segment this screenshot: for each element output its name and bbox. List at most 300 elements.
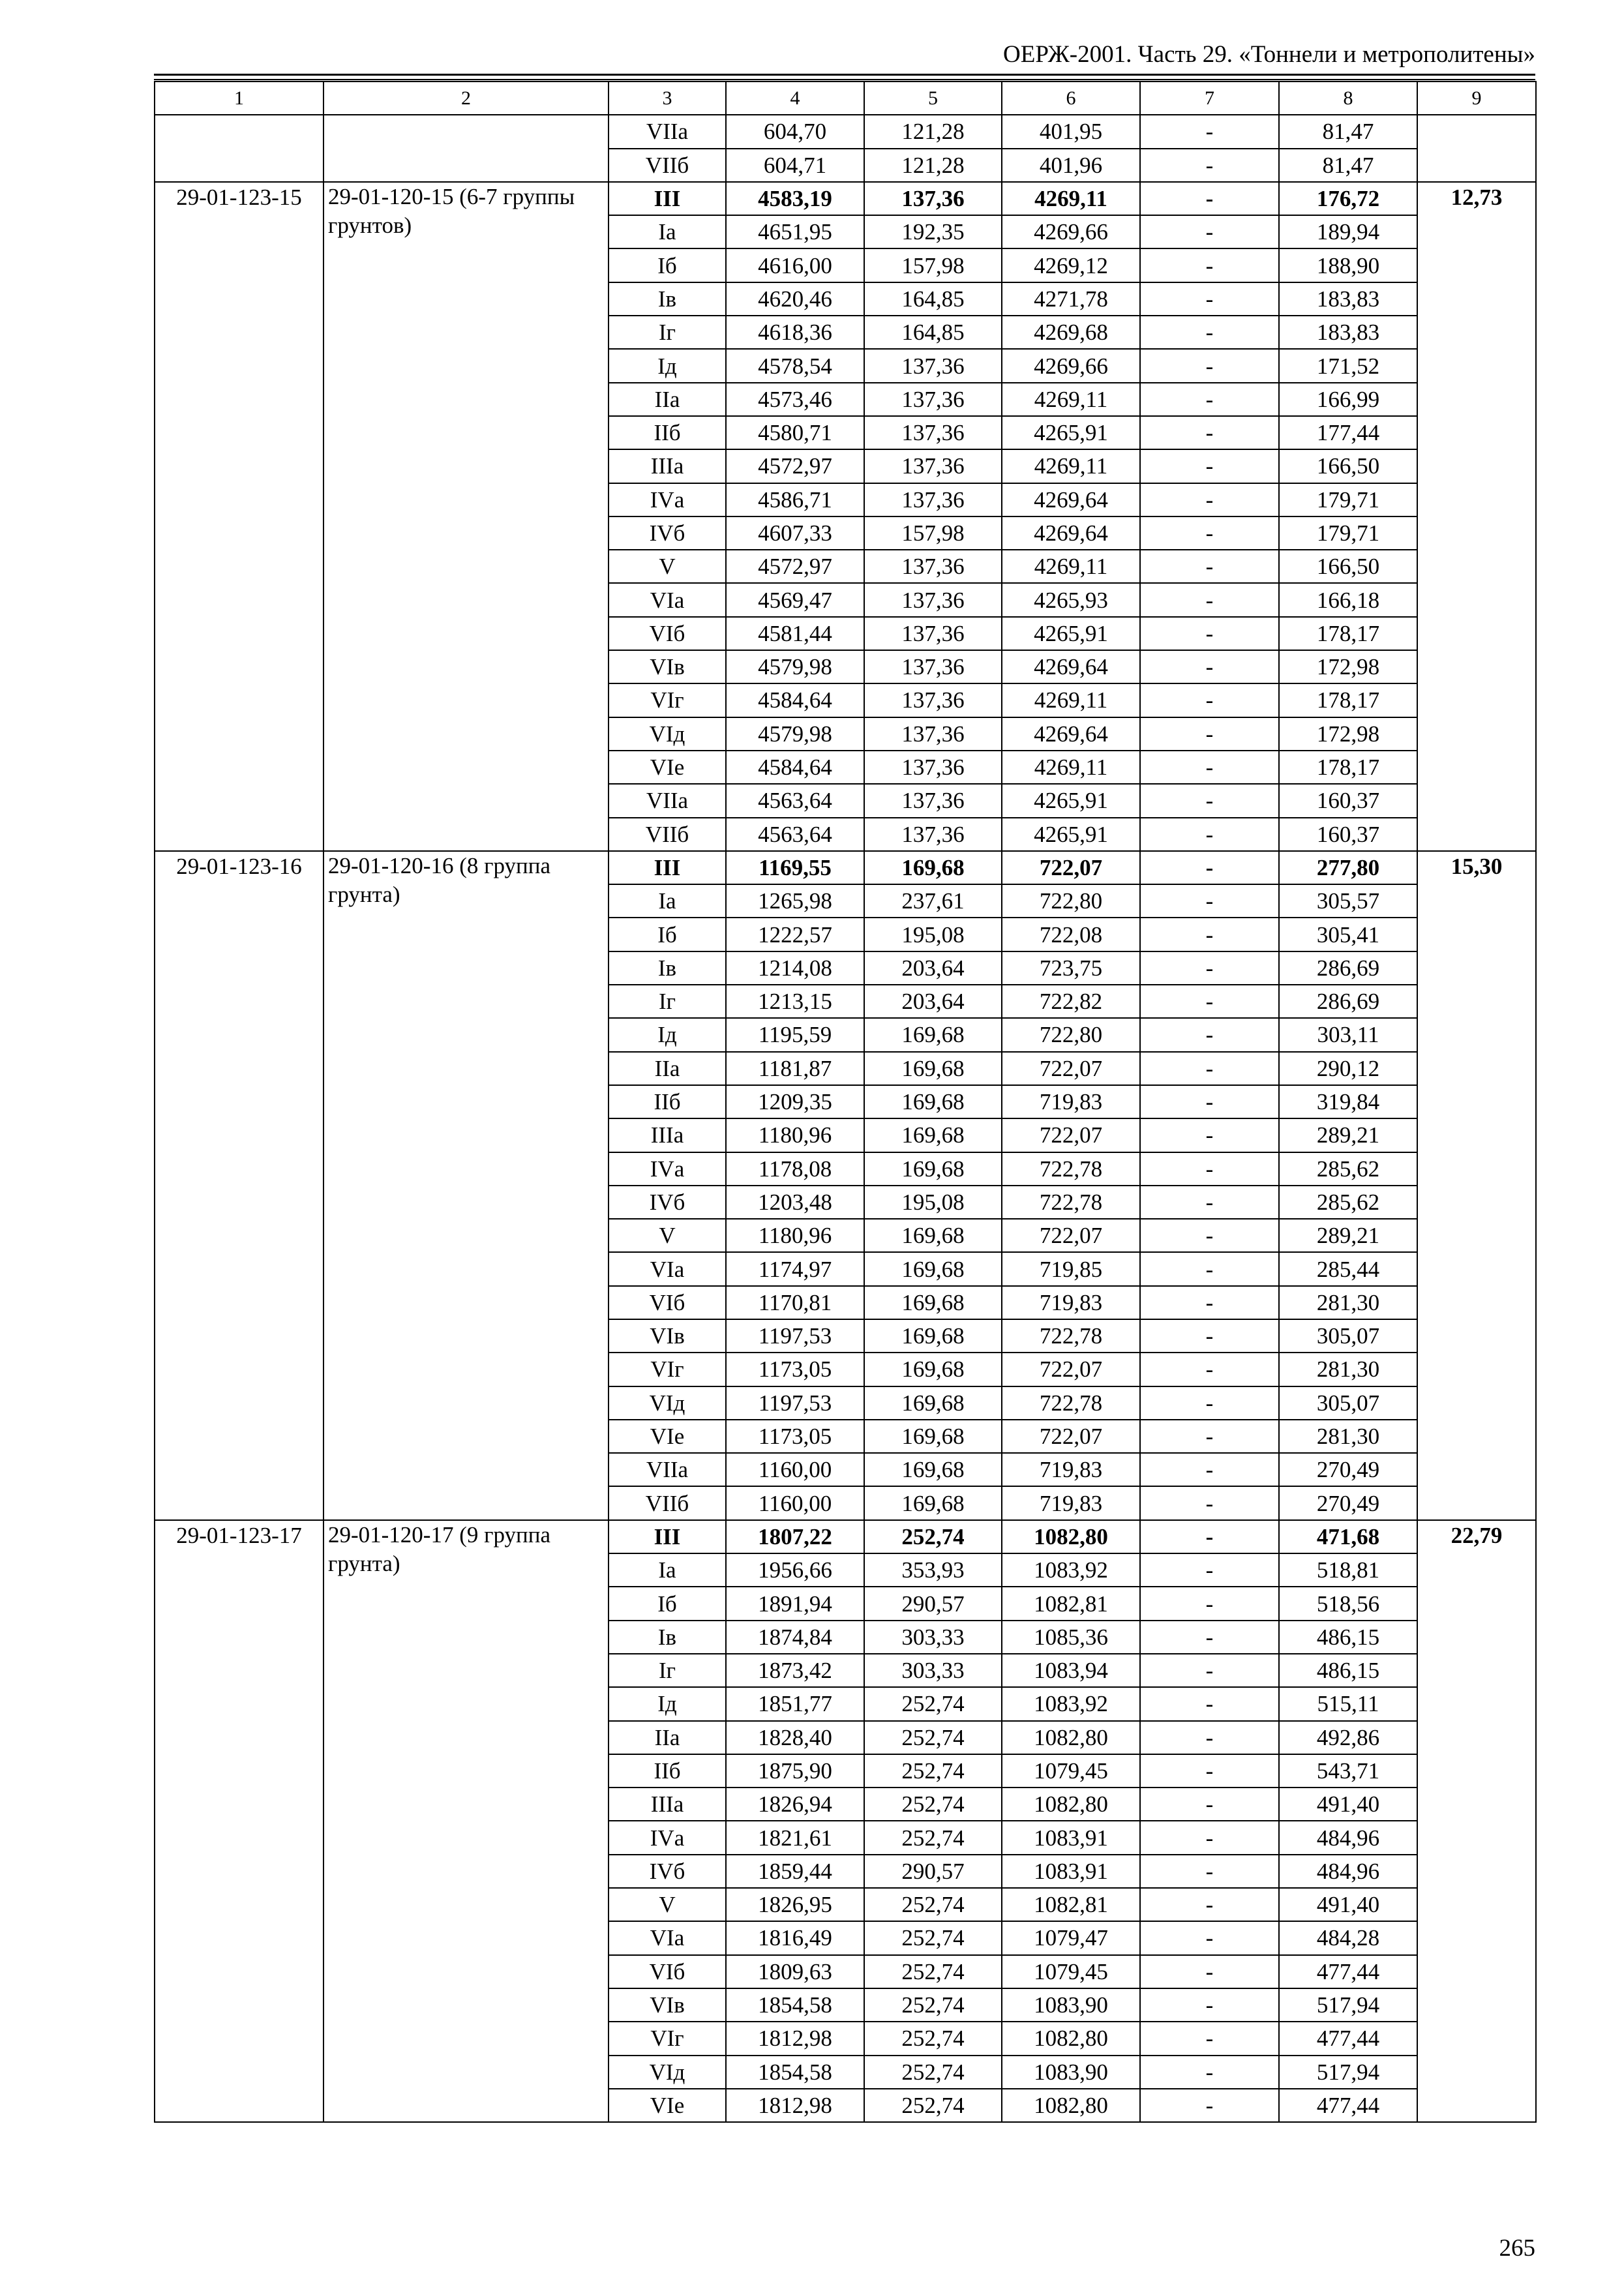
driver-wages-cell: -: [1140, 449, 1279, 483]
total-cost-cell: 1812,98: [726, 2089, 864, 2122]
driver-wages-cell: -: [1140, 1386, 1279, 1420]
machines-cell: 719,83: [1002, 1486, 1140, 1519]
total-cost-cell: 1854,58: [726, 2056, 864, 2089]
zone-cell: Iд: [609, 1018, 726, 1051]
zone-cell: VIб: [609, 1286, 726, 1319]
total-cost-cell: 1873,42: [726, 1654, 864, 1687]
driver-wages-cell: -: [1140, 1754, 1279, 1788]
total-cost-cell: 1816,49: [726, 1921, 864, 1954]
rate-name-cell: 29-01-120-16 (8 группа грунта): [323, 851, 609, 1520]
wages-cell: 137,36: [864, 617, 1002, 650]
driver-wages-cell: -: [1140, 717, 1279, 751]
total-cost-cell: 1828,40: [726, 1721, 864, 1754]
wages-cell: 252,74: [864, 2022, 1002, 2055]
wages-cell: 137,36: [864, 550, 1002, 583]
column-number-9: 9: [1417, 82, 1536, 115]
zone-cell: IIа: [609, 1721, 726, 1754]
machines-cell: 4269,11: [1002, 182, 1140, 215]
column-number-5: 5: [864, 82, 1002, 115]
wages-cell: 137,36: [864, 349, 1002, 382]
materials-cell: 285,44: [1279, 1252, 1417, 1285]
table-row: [155, 115, 1536, 148]
total-cost-cell: 4569,47: [726, 583, 864, 616]
driver-wages-cell: -: [1140, 1152, 1279, 1186]
total-cost-cell: 1859,44: [726, 1855, 864, 1888]
machines-cell: 1083,92: [1002, 1553, 1140, 1587]
materials-cell: 188,90: [1279, 248, 1417, 282]
driver-wages-cell: -: [1140, 583, 1279, 616]
total-cost-cell: 1160,00: [726, 1453, 864, 1486]
machines-cell: 722,07: [1002, 851, 1140, 884]
wages-cell: 121,28: [864, 115, 1002, 148]
machines-cell: 1083,91: [1002, 1855, 1140, 1888]
driver-wages-cell: -: [1140, 1788, 1279, 1821]
materials-cell: 305,57: [1279, 884, 1417, 918]
driver-wages-cell: -: [1140, 1721, 1279, 1754]
zone-cell: V: [609, 1888, 726, 1921]
driver-wages-cell: -: [1140, 1520, 1279, 1553]
machines-cell: 4269,11: [1002, 383, 1140, 416]
driver-wages-cell: -: [1140, 2089, 1279, 2122]
zone-cell: Iд: [609, 349, 726, 382]
total-cost-cell: 4620,46: [726, 282, 864, 316]
wages-cell: 157,98: [864, 248, 1002, 282]
driver-wages-cell: -: [1140, 316, 1279, 349]
wages-cell: 169,68: [864, 1118, 1002, 1152]
materials-cell: 305,07: [1279, 1319, 1417, 1353]
driver-wages-cell: -: [1140, 1286, 1279, 1319]
machines-cell: 4271,78: [1002, 282, 1140, 316]
wages-cell: 252,74: [864, 1821, 1002, 1854]
materials-cell: 179,71: [1279, 516, 1417, 550]
total-cost-cell: 4584,64: [726, 751, 864, 784]
machines-cell: 4269,66: [1002, 215, 1140, 248]
machines-cell: 4269,64: [1002, 516, 1140, 550]
wages-cell: 290,57: [864, 1587, 1002, 1620]
wages-cell: 169,68: [864, 1085, 1002, 1118]
wages-cell: 137,36: [864, 449, 1002, 483]
zone-cell: VIг: [609, 1353, 726, 1386]
total-cost-cell: 4586,71: [726, 483, 864, 516]
materials-cell: 484,96: [1279, 1855, 1417, 1888]
machines-cell: 1082,81: [1002, 1587, 1140, 1620]
total-cost-cell: 1265,98: [726, 884, 864, 918]
machines-cell: 722,78: [1002, 1386, 1140, 1420]
materials-cell: 285,62: [1279, 1186, 1417, 1219]
materials-cell: 518,81: [1279, 1553, 1417, 1587]
machines-cell: 4269,11: [1002, 683, 1140, 717]
machines-cell: 722,07: [1002, 1420, 1140, 1453]
total-cost-cell: 1160,00: [726, 1486, 864, 1519]
column-number-4: 4: [726, 82, 864, 115]
materials-cell: 183,83: [1279, 316, 1417, 349]
zone-cell: Iа: [609, 1553, 726, 1587]
machines-cell: 4269,64: [1002, 650, 1140, 683]
total-cost-cell: 1851,77: [726, 1687, 864, 1720]
driver-wages-cell: -: [1140, 215, 1279, 248]
wages-cell: 252,74: [864, 1520, 1002, 1553]
machines-cell: 1083,94: [1002, 1654, 1140, 1687]
wages-cell: 195,08: [864, 1186, 1002, 1219]
zone-cell: VIб: [609, 1955, 726, 1988]
driver-wages-cell: -: [1140, 751, 1279, 784]
rate-code-cell: 29-01-123-17: [155, 1520, 323, 2122]
driver-wages-cell: -: [1140, 1486, 1279, 1519]
zone-cell: IVа: [609, 1821, 726, 1854]
machines-cell: 722,07: [1002, 1118, 1140, 1152]
wages-cell: 252,74: [864, 1888, 1002, 1921]
wages-cell: 137,36: [864, 416, 1002, 449]
zone-cell: VIа: [609, 1921, 726, 1954]
materials-cell: 166,50: [1279, 449, 1417, 483]
driver-wages-cell: -: [1140, 1353, 1279, 1386]
materials-cell: 477,44: [1279, 1955, 1417, 1988]
total-cost-cell: 4581,44: [726, 617, 864, 650]
total-cost-cell: 4578,54: [726, 349, 864, 382]
column-number-2: 2: [323, 82, 609, 115]
materials-cell: 81,47: [1279, 115, 1417, 148]
table-row: [155, 1520, 1536, 1553]
driver-wages-cell: -: [1140, 1988, 1279, 2022]
zone-cell: Iв: [609, 951, 726, 985]
wages-cell: 252,74: [864, 1687, 1002, 1720]
machines-cell: 722,08: [1002, 918, 1140, 951]
wages-cell: 290,57: [864, 1855, 1002, 1888]
zone-cell: Iг: [609, 316, 726, 349]
total-cost-cell: 1197,53: [726, 1319, 864, 1353]
total-cost-cell: 1826,95: [726, 1888, 864, 1921]
wages-cell: 303,33: [864, 1654, 1002, 1687]
zone-cell: Iг: [609, 1654, 726, 1687]
materials-cell: 492,86: [1279, 1721, 1417, 1754]
materials-cell: 484,96: [1279, 1821, 1417, 1854]
driver-wages-cell: -: [1140, 1621, 1279, 1654]
materials-cell: 183,83: [1279, 282, 1417, 316]
total-cost-cell: 1222,57: [726, 918, 864, 951]
wages-cell: 169,68: [864, 1420, 1002, 1453]
machines-cell: 719,83: [1002, 1085, 1140, 1118]
zone-cell: IIб: [609, 416, 726, 449]
total-cost-cell: 4607,33: [726, 516, 864, 550]
total-cost-cell: 4616,00: [726, 248, 864, 282]
materials-cell: 176,72: [1279, 182, 1417, 215]
column-number-row: [155, 82, 1536, 115]
total-cost-cell: 1174,97: [726, 1252, 864, 1285]
wages-cell: 164,85: [864, 282, 1002, 316]
total-cost-cell: 1178,08: [726, 1152, 864, 1186]
driver-wages-cell: -: [1140, 1252, 1279, 1285]
driver-wages-cell: -: [1140, 416, 1279, 449]
zone-cell: Iг: [609, 985, 726, 1018]
materials-cell: 177,44: [1279, 416, 1417, 449]
materials-cell: 166,99: [1279, 383, 1417, 416]
total-cost-cell: 1170,81: [726, 1286, 864, 1319]
labor-cost-cell: 12,73: [1417, 182, 1536, 851]
materials-cell: 285,62: [1279, 1152, 1417, 1186]
table-body: [155, 82, 1536, 2122]
driver-wages-cell: -: [1140, 1687, 1279, 1720]
materials-cell: 543,71: [1279, 1754, 1417, 1788]
materials-cell: 281,30: [1279, 1420, 1417, 1453]
machines-cell: 722,78: [1002, 1152, 1140, 1186]
zone-cell: VIд: [609, 717, 726, 751]
wages-cell: 169,68: [864, 1319, 1002, 1353]
materials-cell: 160,37: [1279, 784, 1417, 817]
driver-wages-cell: -: [1140, 1118, 1279, 1152]
total-cost-cell: 4584,64: [726, 683, 864, 717]
total-cost-cell: 1180,96: [726, 1118, 864, 1152]
total-cost-cell: 1214,08: [726, 951, 864, 985]
machines-cell: 1083,90: [1002, 1988, 1140, 2022]
zone-cell: IVа: [609, 483, 726, 516]
labor-cost-cell: 22,79: [1417, 1520, 1536, 2122]
driver-wages-cell: -: [1140, 985, 1279, 1018]
zone-cell: VIг: [609, 683, 726, 717]
zone-cell: Iв: [609, 1621, 726, 1654]
materials-cell: 281,30: [1279, 1286, 1417, 1319]
machines-cell: 722,07: [1002, 1219, 1140, 1252]
zone-cell: VIе: [609, 751, 726, 784]
zone-cell: VIе: [609, 1420, 726, 1453]
materials-cell: 286,69: [1279, 985, 1417, 1018]
materials-cell: 477,44: [1279, 2089, 1417, 2122]
total-cost-cell: 4618,36: [726, 316, 864, 349]
zone-cell: VIд: [609, 2056, 726, 2089]
materials-cell: 172,98: [1279, 650, 1417, 683]
wages-cell: 252,74: [864, 1955, 1002, 1988]
materials-cell: 172,98: [1279, 717, 1417, 751]
zone-cell: IVа: [609, 1152, 726, 1186]
machines-cell: 722,82: [1002, 985, 1140, 1018]
machines-cell: 722,78: [1002, 1186, 1140, 1219]
wages-cell: 169,68: [864, 1252, 1002, 1285]
driver-wages-cell: -: [1140, 115, 1279, 148]
materials-cell: 517,94: [1279, 2056, 1417, 2089]
zone-cell: VIIа: [609, 784, 726, 817]
table-row: [155, 851, 1536, 884]
rate-code-cell: 29-01-123-16: [155, 851, 323, 1520]
wages-cell: 137,36: [864, 583, 1002, 616]
driver-wages-cell: -: [1140, 2056, 1279, 2089]
materials-cell: 471,68: [1279, 1520, 1417, 1553]
total-cost-cell: 1809,63: [726, 1955, 864, 1988]
materials-cell: 303,11: [1279, 1018, 1417, 1051]
materials-cell: 160,37: [1279, 818, 1417, 851]
machines-cell: 1082,80: [1002, 2089, 1140, 2122]
zone-cell: VIIа: [609, 1453, 726, 1486]
wages-cell: 137,36: [864, 383, 1002, 416]
total-cost-cell: 4572,97: [726, 449, 864, 483]
total-cost-cell: 1173,05: [726, 1420, 864, 1453]
total-cost-cell: 4579,98: [726, 717, 864, 751]
materials-cell: 515,11: [1279, 1687, 1417, 1720]
driver-wages-cell: -: [1140, 1955, 1279, 1988]
wages-cell: 252,74: [864, 2089, 1002, 2122]
materials-cell: 518,56: [1279, 1587, 1417, 1620]
zone-cell: VIг: [609, 2022, 726, 2055]
zone-cell: VIIа: [609, 115, 726, 148]
materials-cell: 290,12: [1279, 1052, 1417, 1085]
driver-wages-cell: -: [1140, 1855, 1279, 1888]
driver-wages-cell: -: [1140, 1453, 1279, 1486]
materials-cell: 281,30: [1279, 1353, 1417, 1386]
header-rule: [154, 74, 1535, 76]
wages-cell: 252,74: [864, 1988, 1002, 2022]
wages-cell: 137,36: [864, 717, 1002, 751]
total-cost-cell: 4573,46: [726, 383, 864, 416]
machines-cell: 4269,64: [1002, 717, 1140, 751]
machines-cell: 1083,92: [1002, 1687, 1140, 1720]
rate-name-cell: 29-01-120-17 (9 группа грунта): [323, 1520, 609, 2122]
driver-wages-cell: -: [1140, 1654, 1279, 1687]
rate-code-cell: 29-01-123-15: [155, 182, 323, 851]
zone-cell: V: [609, 550, 726, 583]
driver-wages-cell: -: [1140, 951, 1279, 985]
page-number: 265: [1499, 2235, 1535, 2262]
wages-cell: 137,36: [864, 683, 1002, 717]
driver-wages-cell: -: [1140, 1553, 1279, 1587]
materials-cell: 484,28: [1279, 1921, 1417, 1954]
zone-cell: III: [609, 851, 726, 884]
machines-cell: 722,80: [1002, 884, 1140, 918]
driver-wages-cell: -: [1140, 1319, 1279, 1353]
driver-wages-cell: -: [1140, 1587, 1279, 1620]
driver-wages-cell: -: [1140, 884, 1279, 918]
machines-cell: 4269,11: [1002, 751, 1140, 784]
materials-cell: 166,50: [1279, 550, 1417, 583]
column-number-8: 8: [1279, 82, 1417, 115]
zone-cell: VIа: [609, 1252, 726, 1285]
wages-cell: 252,74: [864, 1721, 1002, 1754]
labor-cost-cell: 15,30: [1417, 851, 1536, 1520]
machines-cell: 722,07: [1002, 1353, 1140, 1386]
materials-cell: 305,41: [1279, 918, 1417, 951]
total-cost-cell: 1807,22: [726, 1520, 864, 1553]
wages-cell: 195,08: [864, 918, 1002, 951]
materials-cell: 171,52: [1279, 349, 1417, 382]
total-cost-cell: 4580,71: [726, 416, 864, 449]
wages-cell: 157,98: [864, 516, 1002, 550]
wages-cell: 169,68: [864, 1018, 1002, 1051]
machines-cell: 4269,11: [1002, 550, 1140, 583]
zone-cell: VIд: [609, 1386, 726, 1420]
driver-wages-cell: -: [1140, 1420, 1279, 1453]
column-number-6: 6: [1002, 82, 1140, 115]
wages-cell: 252,74: [864, 1754, 1002, 1788]
zone-cell: VIIб: [609, 818, 726, 851]
column-number-3: 3: [609, 82, 726, 115]
wages-cell: 169,68: [864, 1052, 1002, 1085]
machines-cell: 719,83: [1002, 1453, 1140, 1486]
materials-cell: 179,71: [1279, 483, 1417, 516]
wages-cell: 203,64: [864, 951, 1002, 985]
total-cost-cell: 1195,59: [726, 1018, 864, 1051]
driver-wages-cell: -: [1140, 1219, 1279, 1252]
driver-wages-cell: -: [1140, 2022, 1279, 2055]
machines-cell: 1083,90: [1002, 2056, 1140, 2089]
wages-cell: 169,68: [864, 1219, 1002, 1252]
materials-cell: 486,15: [1279, 1654, 1417, 1687]
zone-cell: Iб: [609, 248, 726, 282]
zone-cell: VIIб: [609, 149, 726, 182]
zone-cell: VIв: [609, 1988, 726, 2022]
materials-cell: 81,47: [1279, 149, 1417, 182]
machines-cell: 4269,66: [1002, 349, 1140, 382]
driver-wages-cell: -: [1140, 349, 1279, 382]
machines-cell: 1079,47: [1002, 1921, 1140, 1954]
column-number-1: 1: [155, 82, 323, 115]
total-cost-cell: 1874,84: [726, 1621, 864, 1654]
zone-cell: VIIб: [609, 1486, 726, 1519]
zone-cell: Iв: [609, 282, 726, 316]
zone-cell: VIв: [609, 1319, 726, 1353]
zone-cell: IIIа: [609, 1788, 726, 1821]
total-cost-cell: 1213,15: [726, 985, 864, 1018]
machines-cell: 1082,80: [1002, 2022, 1140, 2055]
total-cost-cell: 1812,98: [726, 2022, 864, 2055]
total-cost-cell: 1197,53: [726, 1386, 864, 1420]
machines-cell: 1079,45: [1002, 1955, 1140, 1988]
total-cost-cell: 1209,35: [726, 1085, 864, 1118]
driver-wages-cell: -: [1140, 550, 1279, 583]
zone-cell: Iа: [609, 215, 726, 248]
wages-cell: 192,35: [864, 215, 1002, 248]
materials-cell: 517,94: [1279, 1988, 1417, 2022]
zone-cell: Iд: [609, 1687, 726, 1720]
column-number-7: 7: [1140, 82, 1279, 115]
machines-cell: 1082,80: [1002, 1520, 1140, 1553]
page-header: ОЕРЖ-2001. Часть 29. «Тоннели и метрополитены»: [1003, 41, 1535, 68]
total-cost-cell: 1875,90: [726, 1754, 864, 1788]
total-cost-cell: 4583,19: [726, 182, 864, 215]
wages-cell: 353,93: [864, 1553, 1002, 1587]
machines-cell: 1079,45: [1002, 1754, 1140, 1788]
total-cost-cell: 604,71: [726, 149, 864, 182]
wages-cell: 169,68: [864, 1286, 1002, 1319]
wages-cell: 137,36: [864, 182, 1002, 215]
driver-wages-cell: -: [1140, 516, 1279, 550]
materials-cell: 178,17: [1279, 617, 1417, 650]
total-cost-cell: 1854,58: [726, 1988, 864, 2022]
zone-cell: IIб: [609, 1085, 726, 1118]
materials-cell: 270,49: [1279, 1453, 1417, 1486]
rates-table: [154, 81, 1537, 2123]
wages-cell: 137,36: [864, 650, 1002, 683]
total-cost-cell: 1891,94: [726, 1587, 864, 1620]
wages-cell: 169,68: [864, 1453, 1002, 1486]
machines-cell: 401,96: [1002, 149, 1140, 182]
total-cost-cell: 1203,48: [726, 1186, 864, 1219]
machines-cell: 4265,91: [1002, 818, 1140, 851]
materials-cell: 178,17: [1279, 751, 1417, 784]
machines-cell: 1082,80: [1002, 1788, 1140, 1821]
machines-cell: 4269,68: [1002, 316, 1140, 349]
driver-wages-cell: -: [1140, 248, 1279, 282]
materials-cell: 189,94: [1279, 215, 1417, 248]
zone-cell: VIб: [609, 617, 726, 650]
materials-cell: 491,40: [1279, 1888, 1417, 1921]
driver-wages-cell: -: [1140, 1821, 1279, 1854]
wages-cell: 169,68: [864, 1152, 1002, 1186]
driver-wages-cell: -: [1140, 1018, 1279, 1051]
wages-cell: 169,68: [864, 851, 1002, 884]
materials-cell: 286,69: [1279, 951, 1417, 985]
materials-cell: 289,21: [1279, 1219, 1417, 1252]
machines-cell: 401,95: [1002, 115, 1140, 148]
driver-wages-cell: -: [1140, 282, 1279, 316]
total-cost-cell: 1180,96: [726, 1219, 864, 1252]
table-row: [155, 182, 1536, 215]
